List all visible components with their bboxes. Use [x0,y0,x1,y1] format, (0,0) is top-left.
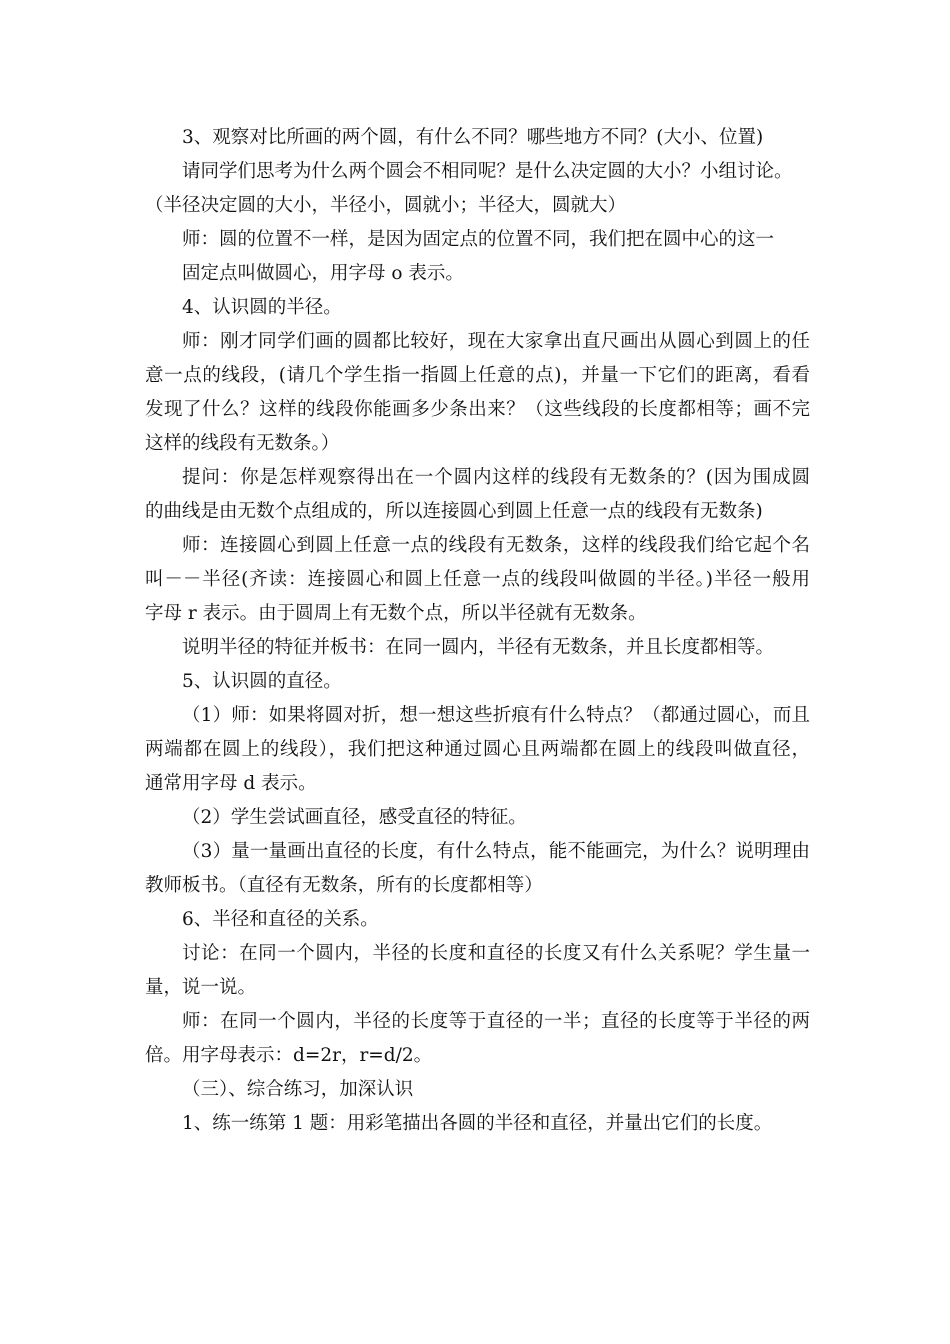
text-line: 提问：你是怎样观察得出在一个圆内这样的线段有无数条的？(因为围成圆 [182,467,810,488]
text-line: 1、练一练第 1 题：用彩笔描出各圆的半径和直径，并量出它们的长度。 [182,1113,773,1134]
text-line: 字母 r 表示。由于圆周上有无数个点，所以半径就有无数条。 [145,603,647,624]
text-line: 叫－－半径(齐读：连接圆心和圆上任意一点的线段叫做圆的半径。)半径一般用 [145,569,810,590]
text-line: 请同学们思考为什么两个圆会不相同呢？是什么决定圆的大小？小组讨论。 [182,161,793,182]
text-line: 量，说一说。 [145,977,257,998]
text-line: 6、半径和直径的关系。 [182,909,379,930]
text-line: 倍。用字母表示：d=2r，r=d/2。 [145,1045,433,1066]
text-line: 发现了什么？这样的线段你能画多少条出来？（这些线段的长度都相等；画不完 [145,399,810,420]
text-line: （1）师：如果将圆对折，想一想这些折痕有什么特点？（都通过圆心，而且 [182,705,810,726]
text-line: 说明半径的特征并板书：在同一圆内，半径有无数条，并且长度都相等。 [182,637,775,658]
text-line: （半径决定圆的大小，半径小，圆就小；半径大，圆就大） [145,195,627,216]
text-line: 师：刚才同学们画的圆都比较好，现在大家拿出直尺画出从圆心到圆上的任 [182,331,810,352]
text-line: 的曲线是由无数个点组成的，所以连接圆心到圆上任意一点的线段有无数条) [145,501,763,522]
text-line: 讨论：在同一个圆内，半径的长度和直径的长度又有什么关系呢？学生量一 [182,943,810,964]
text-line: 3、观察对比所画的两个圆，有什么不同？哪些地方不同？(大小、位置) [182,127,764,148]
text-line: 师：圆的位置不一样，是因为固定点的位置不同，我们把在圆中心的这一 [182,229,775,250]
text-line: 5、认识圆的直径。 [182,671,342,692]
document-body [145,121,810,1141]
text-line: 教师板书。（直径有无数条，所有的长度都相等） [145,875,543,896]
text-line: 意一点的线段，(请几个学生指一指圆上任意的点)，并量一下它们的距离，看看 [145,365,810,386]
text-line: 4、认识圆的半径。 [182,297,342,318]
text-line: （三）、综合练习，加深认识 [182,1079,414,1100]
text-line: 固定点叫做圆心，用字母 o 表示。 [182,263,464,284]
text-line: 通常用字母 d 表示。 [145,773,317,794]
text-line: （2）学生尝试画直径，感受直径的特征。 [182,807,527,828]
text-line: 师：连接圆心到圆上任意一点的线段有无数条，这样的线段我们给它起个名 [182,535,810,556]
text-line: 两端都在圆上的线段），我们把这种通过圆心且两端都在圆上的线段叫做直径， [145,739,810,760]
text-line: （3）量一量画出直径的长度，有什么特点，能不能画完，为什么？说明理由 [182,841,810,862]
text-line: 这样的线段有无数条。） [145,433,340,454]
text-line: 师：在同一个圆内，半径的长度等于直径的一半；直径的长度等于半径的两 [182,1011,810,1032]
